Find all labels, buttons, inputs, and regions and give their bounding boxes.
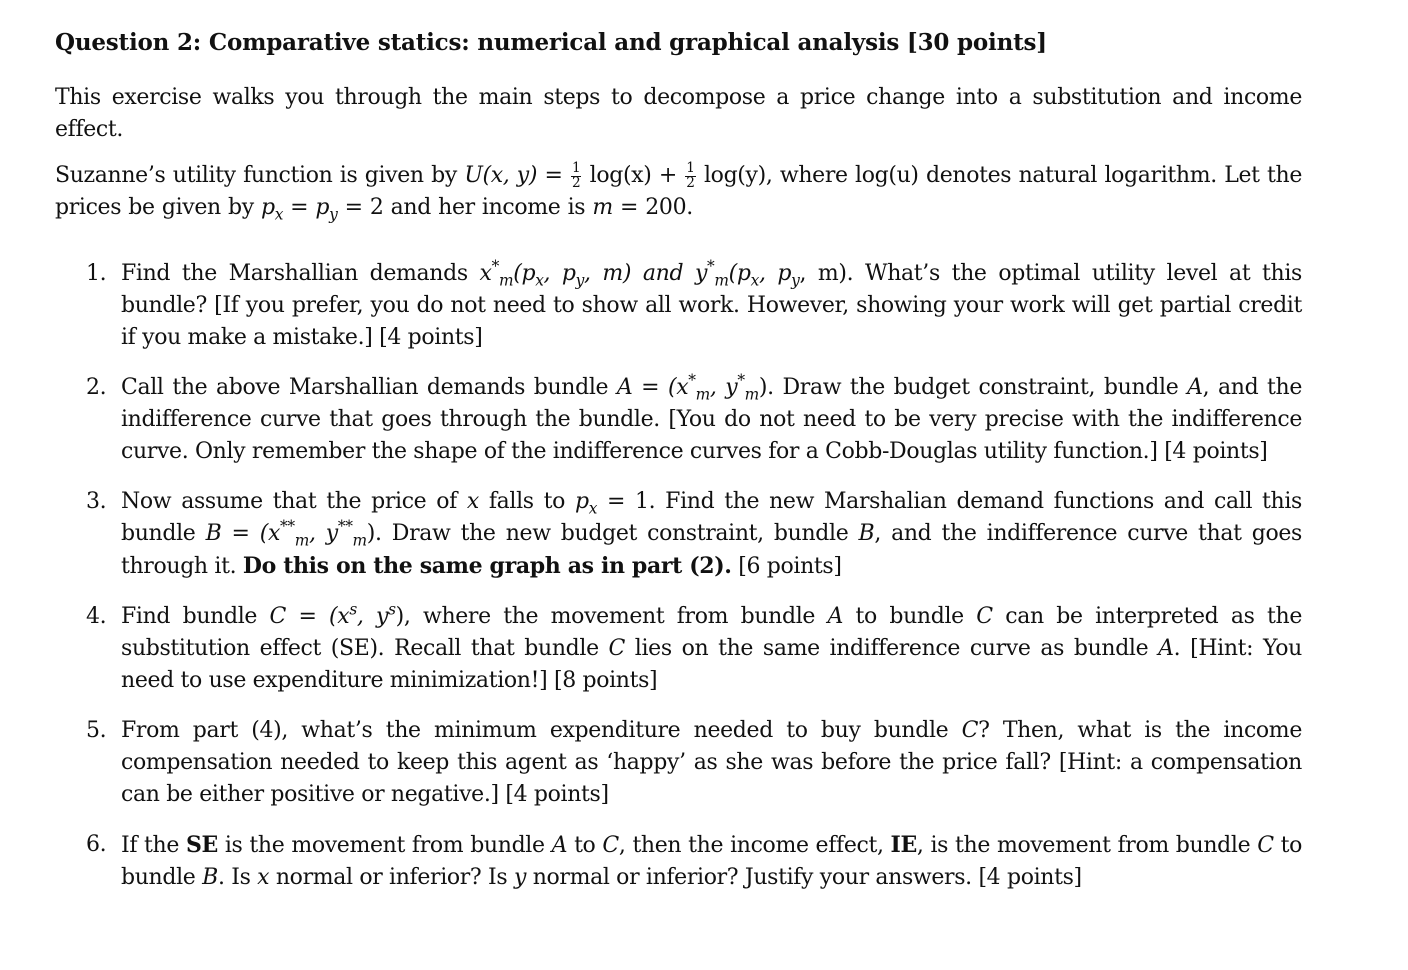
question-number: 6. xyxy=(86,832,107,857)
question-number: 1. xyxy=(86,261,107,286)
question-item-5: 5. From part (4), what’s the minimum expenditure needed to buy bundle C? Then, what is the income compensation needed to keep this agent as ‘happy’ as she was before the price fall? [Hint: a compensation can be either positive or negative.] [4 points] xyxy=(55,715,1302,811)
question-number: 3. xyxy=(86,489,107,514)
question-heading: Question 2: Comparative statics: numerical and graphical analysis [30 points] xyxy=(55,29,1047,56)
half-fraction: $\frac{1}{2}$ xyxy=(571,159,581,191)
half-fraction: $\frac{1}{2}$ xyxy=(686,159,695,191)
question-item-2: 2. Call the above Marshallian demands bundle $A = (x^*_m$, $y^*_m$). Draw the budget constraint, bundle A, and the indifference curve that goes through the bundle. [You do not need to be very precise with the indifference curve. Only remember the shape of the indifference curves for a Cobb-Douglas utility function.] [4 points] xyxy=(86,371,1302,464)
question-item-1: 1. Find the Marshallian demands $x^*_m(p_x$, $p_y$, m) and $y^*_m(p_x$, $p_y$, m). What’s the optimal utility level at this bundle? [If you prefer, you do not need to show all work. However, showing your work will get partial credit if you make a mistake.] [4 points] xyxy=(86,257,1302,350)
question-list xyxy=(55,258,1302,894)
question-number: 2. xyxy=(86,375,107,400)
question-page xyxy=(55,24,1302,912)
question-number: 5. xyxy=(86,718,107,743)
question-number: 4. xyxy=(86,604,107,629)
bold-instruction: Do this on the same graph as in part (2). xyxy=(242,553,732,579)
question-item-3: 3. Now assume that the price of x falls to $p_x = 1$. Find the new Marshalian demand functions and call this bundle $B = (x^{**}_m$, $y^{**}_m$). Draw the new budget constraint, bundle B, and the indifference curve that goes through it. Do this on the same graph as in part (2). [6 points] xyxy=(55,486,1302,583)
question-item-4: 4. Find bundle $C = (x^s$, $y^s$), where the movement from bundle A to bundle C can be interpreted as the substitution effect (SE). Recall that bundle C lies on the same indifference curve as bundle A. [Hint: You need to use expenditure minimization!] [8 points] xyxy=(86,600,1302,693)
intro-paragraph: This exercise walks you through the main steps to decompose a price change into a substitution and income effect. xyxy=(55,85,1302,142)
question-item-6: 6. If the SE is the movement from bundle A to C, then the income effect, IE, is the movement from bundle C to bundle B. Is x normal or inferior? Is y normal or inferior? Justify your answers. [4 points] xyxy=(55,829,1302,894)
setup-paragraph: Suzanne’s utility function is given by U(x, y) = $\frac{1}{2}$ log(x) + $\frac{1}{2}$ log(y), where log(u) denotes natural logarithm. Let the prices be given by $p_x = p_y = 2$ and her income is m = 200. xyxy=(55,159,1302,224)
